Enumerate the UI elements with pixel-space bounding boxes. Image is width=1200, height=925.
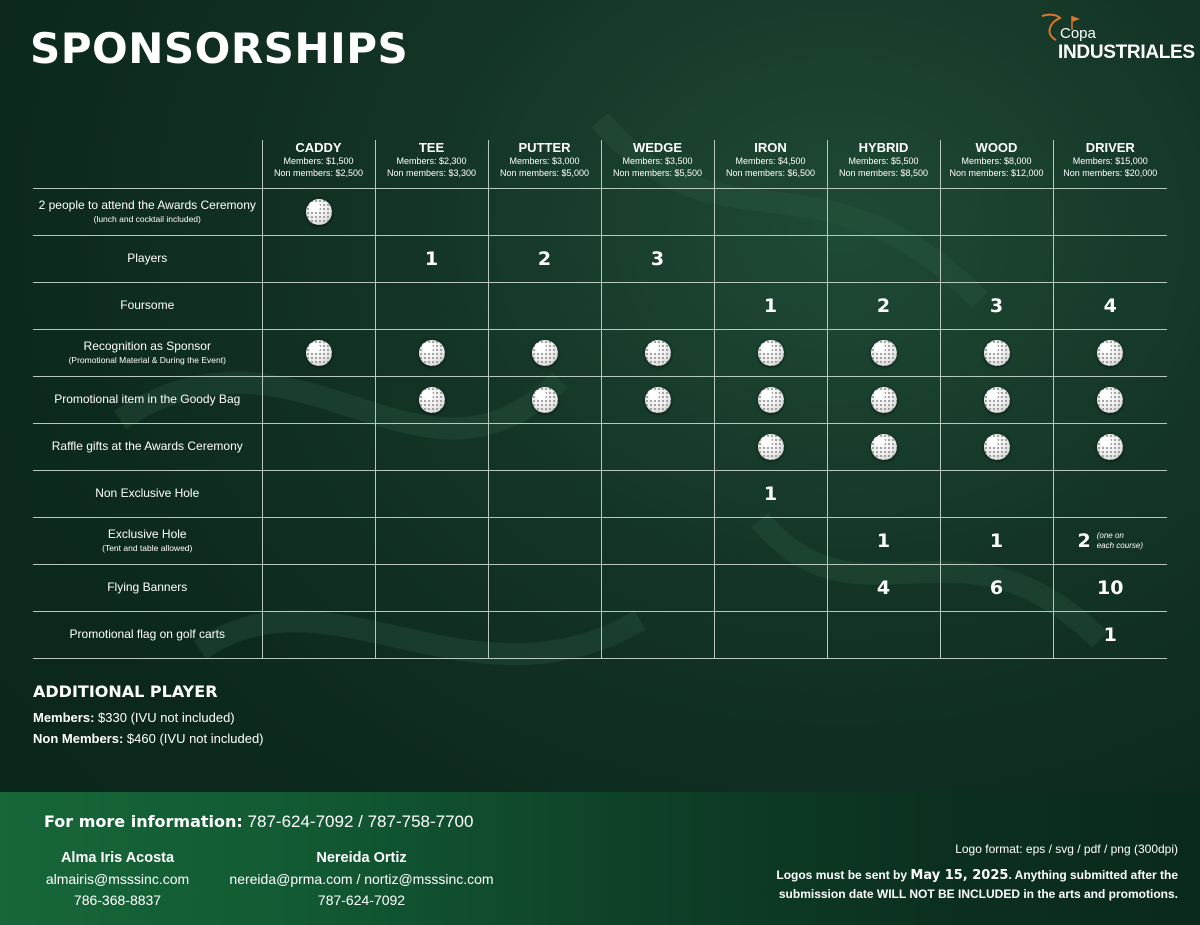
more-info-line [44,812,473,832]
benefit-sublabel: (Tent and table allowed) [102,543,193,553]
header-corner [33,140,262,188]
more-info-label: For more information: [44,812,243,831]
contact-name: Alma Iris Acosta [60,850,175,866]
benefit-cell-driver [1053,282,1167,329]
benefit-cell-tee [375,470,488,517]
benefit-cell-driver [1053,517,1167,564]
golf-ball-icon [871,387,897,413]
benefit-cell-hybrid [827,235,940,282]
golf-ball-icon [419,387,445,413]
benefit-cell-tee [375,376,488,423]
contact-alma [30,848,205,911]
benefit-cell-wood [940,376,1053,423]
benefit-sublabel: (lunch and cocktail included) [93,214,201,224]
tier-non-members-price: Non members: $5,000 [499,168,590,178]
benefit-cell-hybrid [827,376,940,423]
benefit-cell-wedge [601,517,714,564]
benefit-label: Players [127,251,168,265]
benefit-cell-putter [488,282,601,329]
benefit-count: 2 [876,294,891,317]
benefit-cell-wedge [601,235,714,282]
benefit-cell-wood [940,470,1053,517]
members-label: Members: [33,710,95,725]
benefit-label-cell [33,611,262,658]
page-title: SPONSORSHIPS [30,24,409,73]
benefit-cell-caddy [262,282,375,329]
tier-header-hybrid [827,140,940,188]
benefit-count: 4 [1103,294,1117,317]
deadline-prefix: Logos must be sent by [776,868,908,882]
additional-player-members [33,707,264,728]
golf-ball-icon [532,340,558,366]
benefit-cell-tee [375,423,488,470]
benefit-cell-wedge [601,188,714,235]
benefit-count: 4 [876,576,891,599]
benefit-cell-iron [714,188,827,235]
tier-non-members-price: Non members: $2,500 [273,168,364,178]
benefit-label: Promotional flag on golf carts [69,627,225,641]
contact-name: Nereida Ortiz [316,850,407,866]
benefit-label-cell [33,188,262,235]
tier-name: DRIVER [1085,140,1135,155]
tier-members-price: Members: $4,500 [735,156,806,166]
benefit-cell-driver [1053,611,1167,658]
contact-email[interactable]: nereida@prma.com / nortiz@msssinc.com [229,871,494,887]
benefit-cell-hybrid [827,470,940,517]
benefit-cell-tee [375,329,488,376]
benefit-cell-caddy [262,611,375,658]
golf-ball-icon [1097,387,1123,413]
logo-brand-text: INDUSTRIALES [1058,42,1195,63]
benefit-label: Promotional item in the Goody Bag [54,392,241,406]
tier-header-wood [940,140,1053,188]
benefit-row [33,611,1167,658]
tier-non-members-price: Non members: $3,300 [386,168,477,178]
golf-ball-icon [984,387,1010,413]
benefit-cell-caddy [262,470,375,517]
benefit-cell-wedge [601,423,714,470]
benefit-cell-wood [940,423,1053,470]
additional-player-section [33,682,264,749]
golf-ball-icon [871,340,897,366]
benefit-label-cell [33,235,262,282]
benefit-cell-wood [940,564,1053,611]
additional-player-non-members [33,728,264,749]
benefit-cell-tee [375,517,488,564]
benefit-count: 1 [763,482,778,505]
tier-name: WOOD [975,140,1018,155]
benefit-cell-caddy [262,188,375,235]
benefit-label: Recognition as Sponsor [83,339,211,353]
benefit-count: 2 [537,247,552,270]
benefit-row [33,329,1167,376]
tier-header-row [33,140,1167,188]
benefit-cell-wood [940,611,1053,658]
benefit-sublabel: (Promotional Material & During the Event) [68,355,226,365]
benefit-label-cell [33,282,262,329]
benefit-cell-hybrid [827,564,940,611]
tier-header-wedge [601,140,714,188]
benefit-rows [33,188,1167,658]
benefit-cell-wood [940,188,1053,235]
contact-phone[interactable]: 787-624-7092 [317,892,406,908]
benefit-cell-wedge [601,282,714,329]
benefit-label-cell [33,470,262,517]
benefit-cell-iron [714,329,827,376]
golf-ball-icon [1097,340,1123,366]
deadline-suffix: . Anything submitted after the submission date WILL NOT BE INCLUDED in the arts and promotions. [778,868,1178,901]
tier-non-members-price: Non members: $5,500 [612,168,703,178]
benefit-cell-tee [375,235,488,282]
sponsorship-table [33,140,1167,659]
tier-header-caddy [262,140,375,188]
benefit-cell-driver [1053,235,1167,282]
benefit-row [33,470,1167,517]
additional-player-heading: ADDITIONAL PLAYER [33,682,218,701]
benefit-count: 1 [876,529,891,552]
benefit-label: Flying Banners [107,580,188,594]
benefit-row [33,376,1167,423]
benefit-count: 2 [1077,529,1091,552]
benefit-label: Foursome [120,298,175,312]
benefit-cell-wedge [601,329,714,376]
benefit-cell-driver [1053,188,1167,235]
tier-members-price: Members: $2,300 [396,156,467,166]
benefit-cell-tee [375,564,488,611]
benefit-label: Non Exclusive Hole [95,486,200,500]
benefit-cell-putter [488,517,601,564]
benefit-cell-hybrid [827,423,940,470]
benefit-cell-driver [1053,376,1167,423]
benefit-count: 1 [763,294,778,317]
benefit-cell-wedge [601,470,714,517]
tier-name: PUTTER [518,140,571,155]
golf-ball-icon [645,340,671,366]
benefit-cell-putter [488,188,601,235]
tier-members-price: Members: $3,500 [622,156,693,166]
benefit-cell-iron [714,470,827,517]
tier-non-members-price: Non members: $8,500 [838,168,929,178]
benefit-count: 3 [650,247,665,270]
benefit-cell-putter [488,564,601,611]
benefit-cell-caddy [262,376,375,423]
benefit-cell-caddy [262,517,375,564]
golf-ball-icon [1097,434,1123,460]
benefit-cell-hybrid [827,517,940,564]
tier-header-iron [714,140,827,188]
benefit-label: Raffle gifts at the Awards Ceremony [51,439,243,453]
tier-members-price: Members: $3,000 [509,156,580,166]
benefit-label-cell [33,517,262,564]
benefit-label-cell [33,423,262,470]
benefit-count: 6 [989,576,1004,599]
tier-header-tee [375,140,488,188]
benefit-cell-caddy [262,235,375,282]
benefit-cell-iron [714,235,827,282]
benefit-row [33,188,1167,235]
golf-ball-icon [306,199,332,225]
tier-name: TEE [418,140,445,155]
benefit-cell-wood [940,517,1053,564]
benefit-label-cell [33,376,262,423]
benefit-cell-iron [714,564,827,611]
benefit-cell-wood [940,329,1053,376]
tier-name: HYBRID [858,140,909,155]
benefit-row [33,564,1167,611]
tier-name: WEDGE [632,140,683,155]
benefit-cell-driver [1053,564,1167,611]
benefit-cell-putter [488,470,601,517]
contact-nereida [220,848,503,911]
benefit-cell-putter [488,611,601,658]
benefit-label-cell [33,329,262,376]
copa-industriales-logo [1034,12,1195,68]
benefit-count: 1 [989,529,1004,552]
non-members-label: Non Members: [33,731,124,746]
benefit-cell-tee [375,282,488,329]
non-members-value: $460 (IVU not included) [126,731,264,746]
benefit-cell-wedge [601,611,714,658]
benefit-cell-caddy [262,564,375,611]
deadline-note [758,866,1178,904]
benefit-cell-wedge [601,376,714,423]
benefit-cell-hybrid [827,611,940,658]
benefit-cell-wood [940,282,1053,329]
benefit-label: Exclusive Hole [107,527,187,541]
golf-ball-icon [871,434,897,460]
benefit-cell-putter [488,423,601,470]
benefit-count: 10 [1097,576,1124,599]
benefit-cell-driver [1053,470,1167,517]
logo-copa-text: Copa [1060,25,1096,42]
benefit-cell-hybrid [827,282,940,329]
tier-name: IRON [754,140,787,155]
contact-email[interactable]: almairis@msssinc.com [45,871,190,887]
count-with-note [1078,530,1143,552]
benefit-row [33,235,1167,282]
tier-members-price: Members: $1,500 [283,156,354,166]
benefit-cell-caddy [262,329,375,376]
benefit-cell-putter [488,376,601,423]
benefit-cell-putter [488,235,601,282]
tier-non-members-price: Non members: $12,000 [949,168,1044,178]
members-value: $330 (IVU not included) [98,710,235,725]
benefit-row [33,517,1167,564]
info-phones: 787-624-7092 / 787-758-7700 [247,812,474,831]
count-note-line: (one on [1096,530,1124,540]
tier-header-driver [1053,140,1167,188]
benefit-cell-iron [714,423,827,470]
tier-members-price: Members: $8,000 [961,156,1032,166]
benefit-cell-caddy [262,423,375,470]
benefit-cell-putter [488,329,601,376]
count-note [1097,531,1143,551]
benefit-count: 1 [1103,623,1117,646]
benefit-count: 1 [424,247,439,270]
tier-name: CADDY [295,140,342,155]
tier-non-members-price: Non members: $20,000 [1063,168,1158,178]
benefit-cell-wedge [601,564,714,611]
golf-ball-icon [758,340,784,366]
benefit-cell-iron [714,376,827,423]
deadline-date: May 15, 2025 [910,868,1009,883]
benefit-cell-iron [714,517,827,564]
logo-format-note: Logo format: eps / svg / pdf / png (300dpi) [955,842,1178,856]
count-note-line: each course) [1096,540,1143,550]
benefit-cell-hybrid [827,329,940,376]
benefit-cell-iron [714,611,827,658]
golf-ball-icon [645,387,671,413]
benefit-count: 3 [989,294,1004,317]
tier-non-members-price: Non members: $6,500 [725,168,816,178]
benefit-cell-iron [714,282,827,329]
benefit-cell-tee [375,611,488,658]
benefit-row [33,423,1167,470]
benefit-cell-hybrid [827,188,940,235]
benefit-row [33,282,1167,329]
benefit-cell-driver [1053,423,1167,470]
benefit-cell-driver [1053,329,1167,376]
contact-phone[interactable]: 786-368-8837 [73,892,162,908]
golf-ball-icon [758,434,784,460]
tier-header-putter [488,140,601,188]
golf-ball-icon [984,434,1010,460]
benefit-cell-tee [375,188,488,235]
golf-ball-icon [306,340,332,366]
golf-ball-icon [984,340,1010,366]
tier-members-price: Members: $15,000 [1072,156,1148,166]
tier-members-price: Members: $5,500 [848,156,919,166]
benefit-cell-wood [940,235,1053,282]
benefit-label: 2 people to attend the Awards Ceremony [38,198,256,212]
benefit-label-cell [33,564,262,611]
golf-ball-icon [419,340,445,366]
footer [0,792,1200,925]
golf-ball-icon [758,387,784,413]
golf-ball-icon [532,387,558,413]
